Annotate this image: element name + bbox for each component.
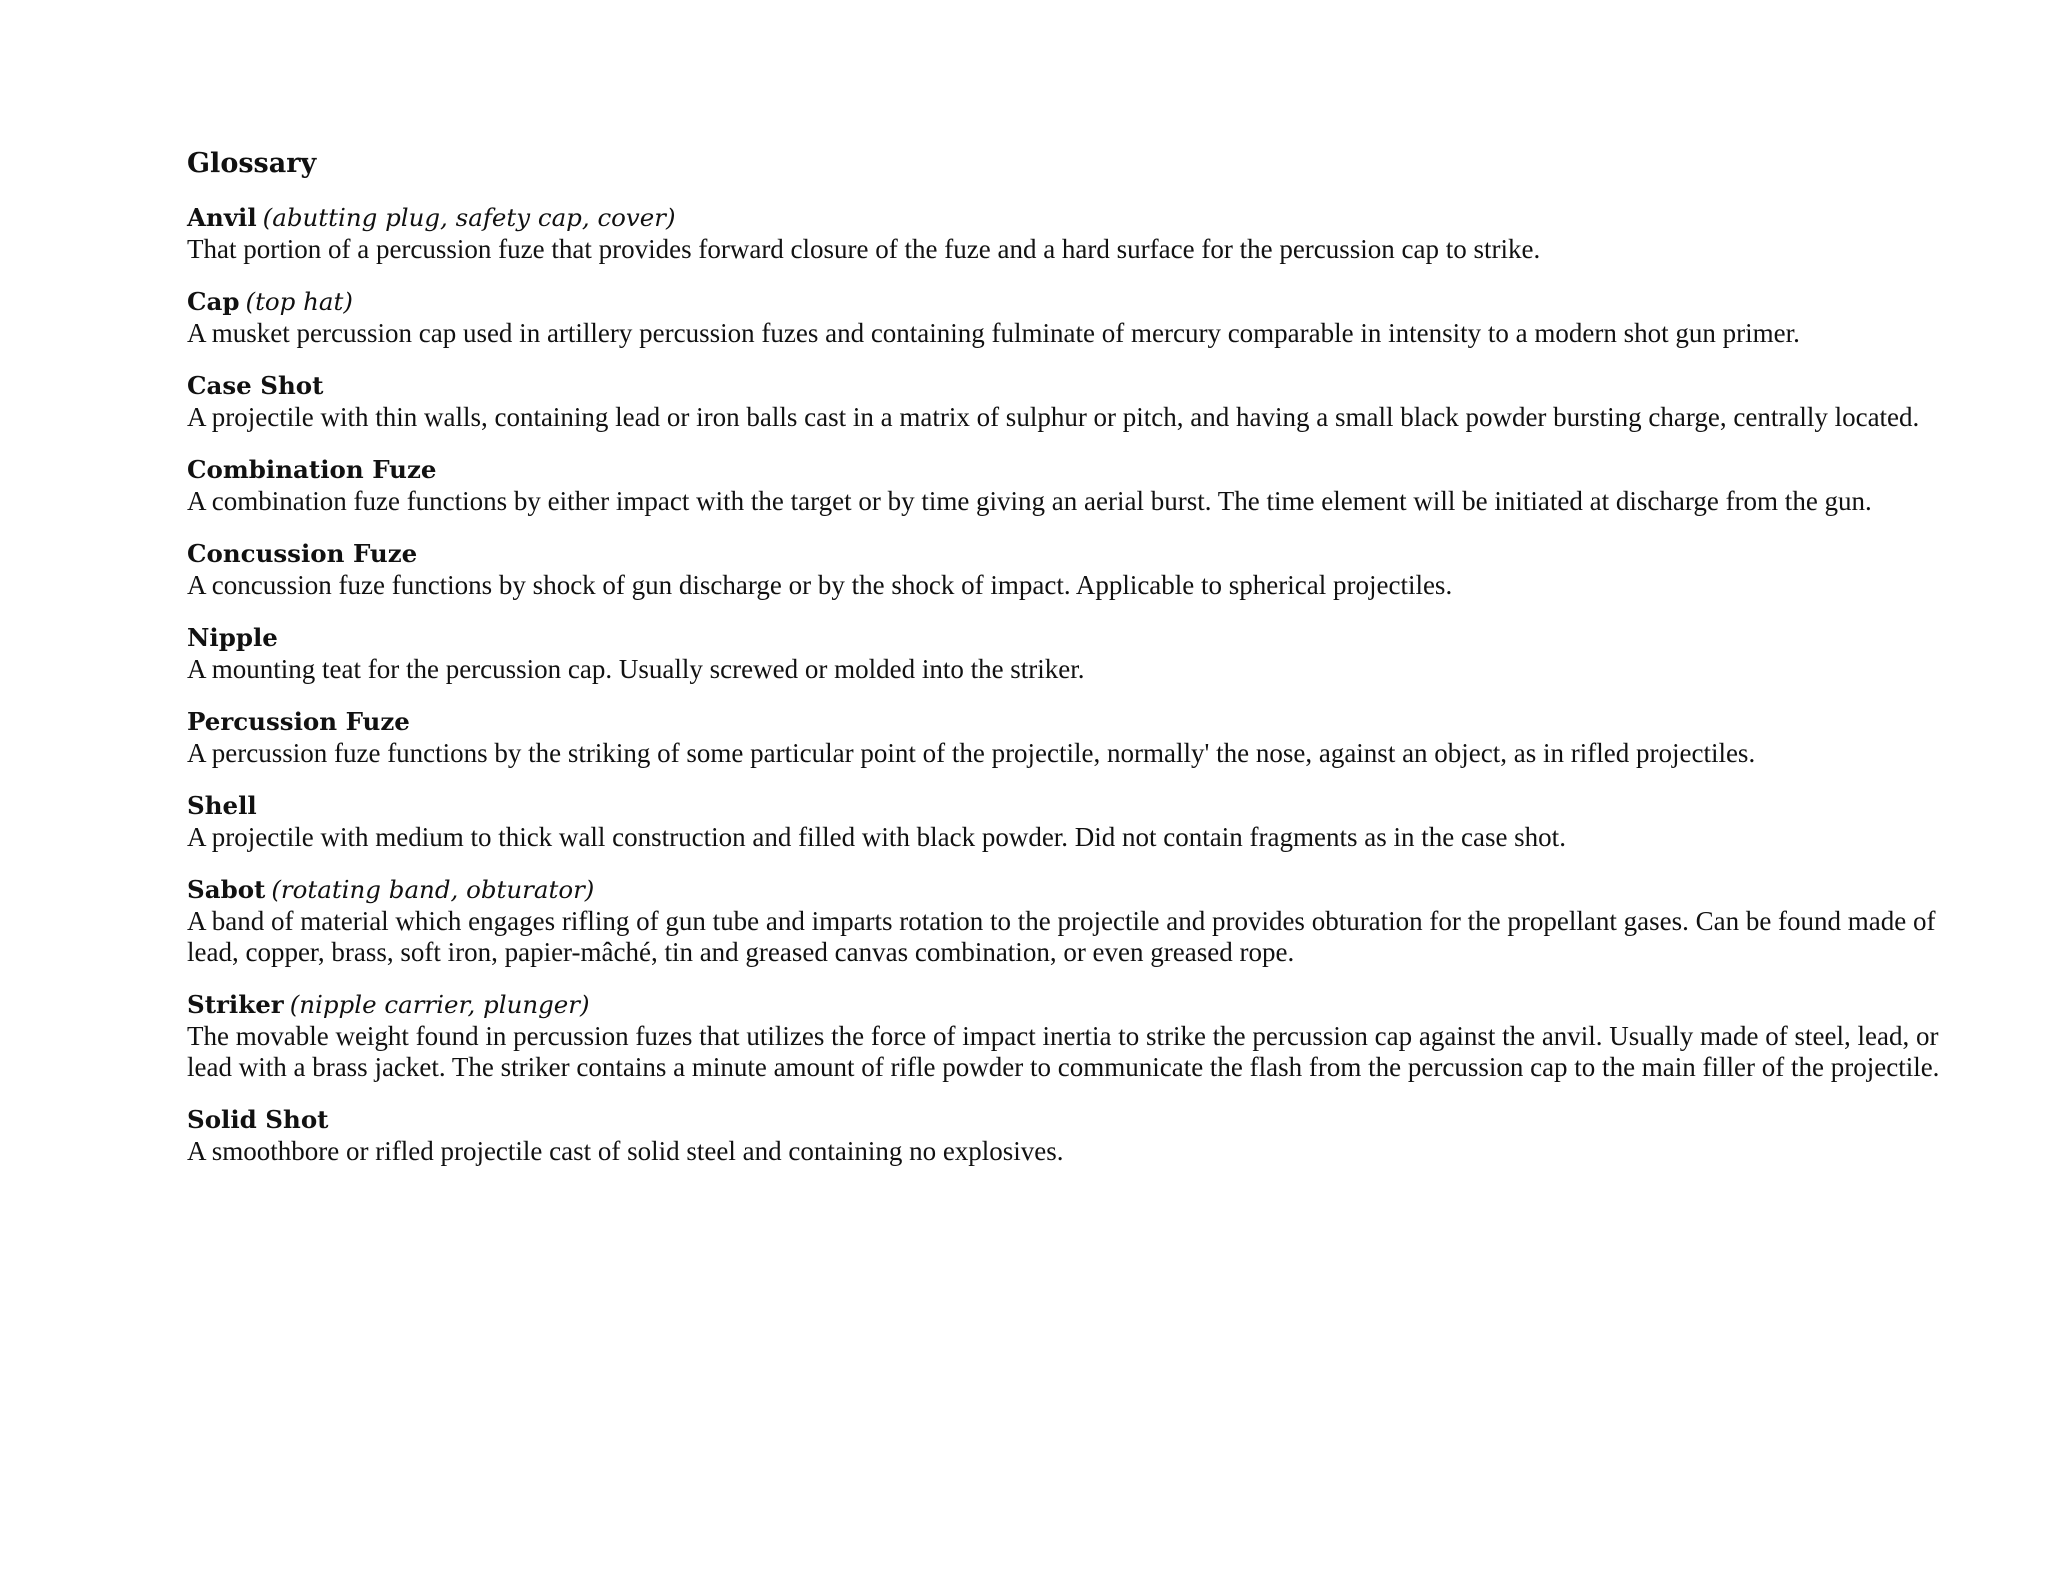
term-alias: (rotating band, obturator) <box>271 875 595 904</box>
term-line <box>187 538 1987 570</box>
glossary-page <box>187 146 1987 1188</box>
term: Combination Fuze <box>187 455 437 484</box>
term-line <box>187 202 1987 234</box>
term: Shell <box>187 791 257 820</box>
term-line <box>187 286 1987 318</box>
term: Striker <box>187 990 284 1019</box>
term-alias: (top hat) <box>245 287 353 316</box>
definition: A band of material which engages rifling of gun tube and imparts rotation to the projectile and provides obturation for the propellant gases. Can be found made of lead, copper, brass, soft iron, papier-mâché, tin and greased canvas combination, or even greased rope. <box>187 906 1936 967</box>
term: Case Shot <box>187 371 324 400</box>
glossary-entry-nipple <box>187 622 1987 685</box>
term-line <box>187 874 1987 906</box>
term: Solid Shot <box>187 1105 329 1134</box>
term-line <box>187 370 1987 402</box>
definition: A smoothbore or rifled projectile cast of solid steel and containing no explosives. <box>187 1136 1064 1166</box>
definition: The movable weight found in percussion fuzes that utilizes the force of impact inertia to strike the percussion cap against the anvil. Usually made of steel, lead, or lead with a brass jacket. The striker contains a minute amount of rifle powder to communicate the flash from the percussion cap to the main filler of the projectile. <box>187 1021 1940 1082</box>
term-alias: (abutting plug, safety cap, cover) <box>262 203 676 232</box>
term-line <box>187 790 1987 822</box>
definition: A percussion fuze functions by the striking of some particular point of the projectile, normally' the nose, against an object, as in rifled projectiles. <box>187 738 1756 768</box>
term-line <box>187 989 1987 1021</box>
glossary-entry-concussion-fuze <box>187 538 1987 601</box>
definition: A projectile with thin walls, containing lead or iron balls cast in a matrix of sulphur or pitch, and having a small black powder bursting charge, centrally located. <box>187 402 1920 432</box>
glossary-entry-combination-fuze <box>187 454 1987 517</box>
glossary-entry-cap <box>187 286 1987 349</box>
term-line <box>187 706 1987 738</box>
term: Sabot <box>187 875 266 904</box>
term-line <box>187 1104 1987 1136</box>
term: Concussion Fuze <box>187 539 418 568</box>
definition: A combination fuze functions by either impact with the target or by time giving an aerial burst. The time element will be initiated at discharge from the gun. <box>187 486 1872 516</box>
definition: A musket percussion cap used in artillery percussion fuzes and containing fulminate of mercury comparable in intensity to a modern shot gun primer. <box>187 318 1800 348</box>
page-title: Glossary <box>187 148 317 179</box>
glossary-entry-shell <box>187 790 1987 853</box>
term-line <box>187 454 1987 486</box>
glossary-entry-percussion-fuze <box>187 706 1987 769</box>
term: Percussion Fuze <box>187 707 410 736</box>
term: Anvil <box>187 203 257 232</box>
term-alias: (nipple carrier, plunger) <box>289 990 590 1019</box>
glossary-entry-sabot <box>187 874 1987 968</box>
glossary-entry-solid-shot <box>187 1104 1987 1167</box>
definition: A projectile with medium to thick wall construction and filled with black powder. Did not contain fragments as in the case shot. <box>187 822 1566 852</box>
definition: That portion of a percussion fuze that provides forward closure of the fuze and a hard surface for the percussion cap to strike. <box>187 234 1541 264</box>
glossary-entry-striker <box>187 989 1987 1083</box>
definition: A mounting teat for the percussion cap. Usually screwed or molded into the striker. <box>187 654 1085 684</box>
glossary-entry-anvil <box>187 202 1987 265</box>
term: Nipple <box>187 623 278 652</box>
term: Cap <box>187 287 240 316</box>
glossary-entry-case-shot <box>187 370 1987 433</box>
definition: A concussion fuze functions by shock of gun discharge or by the shock of impact. Applicable to spherical projectiles. <box>187 570 1453 600</box>
term-line <box>187 622 1987 654</box>
